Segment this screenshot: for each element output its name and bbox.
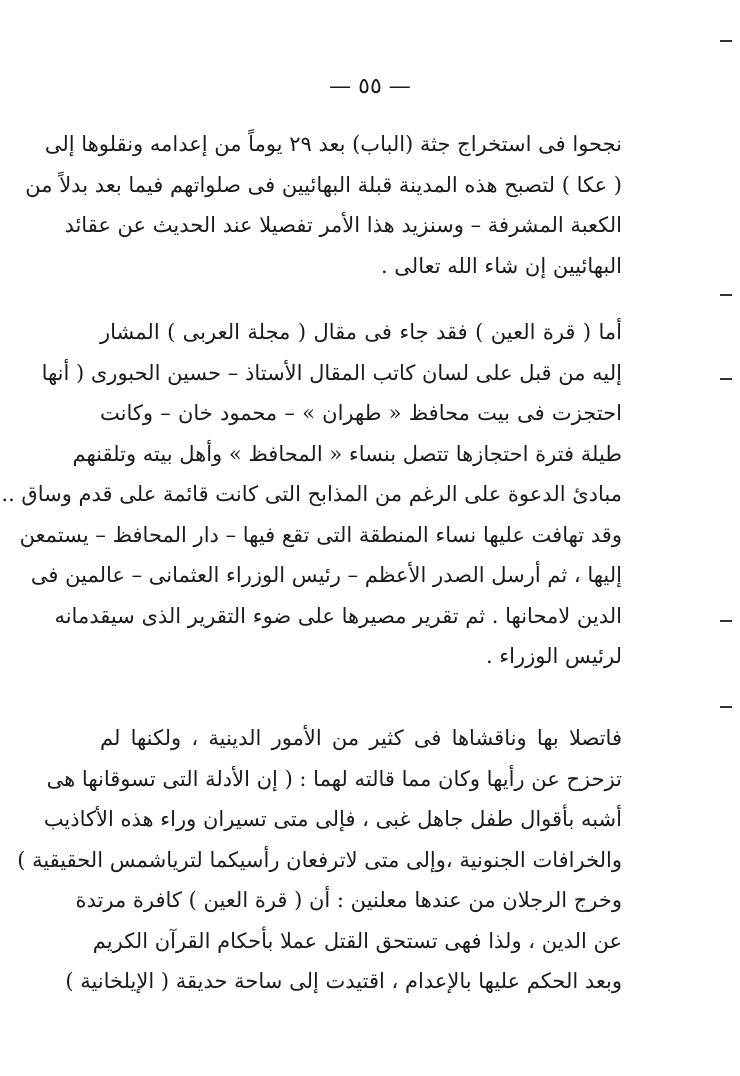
text-line: وخرج الرجلان من عندها معلنين : أن ( قرة العين ) كافرة مرتدة (75, 888, 622, 912)
text-line: إليها ، ثم أرسل الصدر الأعظم – رئيس الوزراء العثمانى – عالمين فى (30, 563, 622, 587)
text-line: إليه من قبل على لسان كاتب المقال الأستاذ – حسين الحبورى ( أنها (41, 360, 622, 385)
margin-mark (720, 378, 732, 380)
text-line: الدين لامحانها . ثم تقرير مصيرها على ضوء التقرير الذى سيقدمانه (54, 603, 622, 628)
text-line: والخرافات الجنونية ،وإلى متى لاترفعان رأسيكما لترياشمس الحقيقية ) (17, 847, 622, 872)
text-line: فاتصلا بها وناقشاها فى كثير من الأمور الدينية ، ولكنها لم (100, 726, 622, 750)
text-line: عن الدين ، ولذا فهى تستحق القتل عملا بأحكام القرآن الكريم (92, 928, 622, 953)
text-line: نجحوا فى استخراج جثة (الباب) بعد ٢٩ يوماً من إعدامه ونقلوها إلى (44, 132, 622, 156)
paragraph-3 (17, 718, 622, 1002)
text-line: أشبه بأقوال طفل جاهل غبى ، فإلى متى تسيران وراء هذه الأكاذيب (43, 807, 622, 831)
text-line: أما ( قرة العين ) فقد جاء فى مقال ( مجلة العربى ) المشار (100, 320, 622, 344)
text-line: مبادئ الدعوة على الرغم من المذابح التى كانت قائمة على قدم وساق .. (1, 482, 622, 506)
text-line: احتجزت فى بيت محافظ « طهران » – محمود خان – وكانت (100, 401, 622, 425)
paragraph-1 (25, 124, 622, 286)
text-line: الكعبة المشرفة – وسنزيد هذا الأمر تفصيلا عند الحديث عن عقائد (64, 213, 622, 237)
text-line: وبعد الحكم عليها بالإعدام ، اقتيدت إلى ساحة حديقة ( الإيلخانية ) (65, 969, 622, 993)
text-line: وقد تهافت عليها نساء المنطقة التى تقع فيها – دار المحافظ – يستمعن (19, 522, 622, 547)
margin-mark (720, 294, 732, 296)
page-number: — ٥٥ — (329, 74, 411, 99)
margin-mark (720, 706, 732, 708)
text-line: ( عكا ) لتصبح هذه المدينة قبلة البهائيين فى صلواتهم فيما بعد بدلاً من (25, 172, 622, 197)
text-line: تزحزح عن رأيها وكان مما قالته لهما : ( إن الأدلة التى تسوقانها هى (46, 766, 622, 791)
text-line: طيلة فترة احتجازها تتصل بنساء « المحافظ » وأهل بيته وتلقنهم (72, 441, 622, 466)
text-line: لرئيس الوزراء . (485, 644, 622, 668)
margin-mark (720, 620, 732, 622)
margin-mark (720, 40, 732, 42)
text-line: البهائيين إن شاء الله تعالى . (380, 253, 622, 278)
paragraph-2 (1, 312, 622, 677)
